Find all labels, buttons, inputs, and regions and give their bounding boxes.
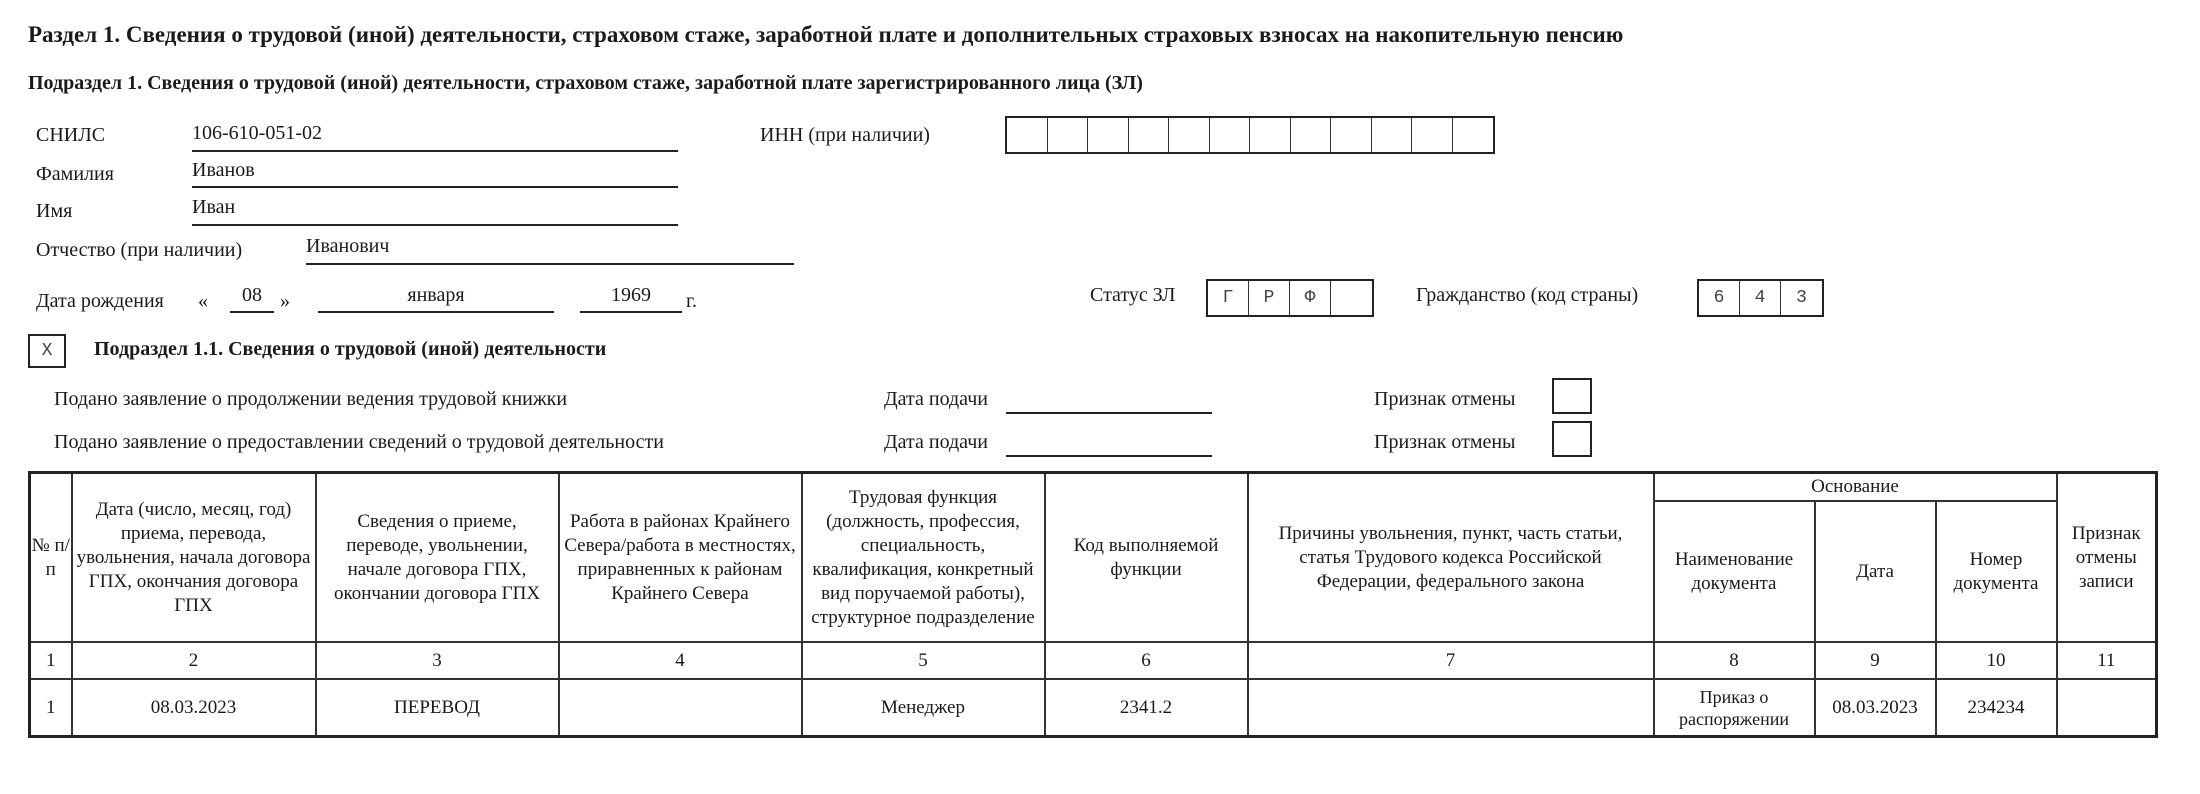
status-cell[interactable] bbox=[1331, 281, 1372, 315]
citizenship-cell[interactable]: 6 bbox=[1699, 281, 1740, 315]
header-basis-group: Основание bbox=[1654, 473, 2057, 502]
inn-cell[interactable] bbox=[1331, 118, 1372, 152]
citizenship-field[interactable] bbox=[1697, 279, 1824, 317]
snils-label: СНИЛС bbox=[36, 124, 106, 146]
cell-labor-function[interactable]: Менеджер bbox=[802, 679, 1045, 737]
table-row[interactable] bbox=[30, 679, 2157, 737]
patronymic-label: Отчество (при наличии) bbox=[36, 239, 243, 261]
header-function-code: Код выполняемой функции bbox=[1045, 473, 1248, 643]
column-number: 1 bbox=[30, 642, 72, 679]
name-label: Имя bbox=[36, 200, 73, 222]
column-number: 6 bbox=[1045, 642, 1248, 679]
column-number: 8 bbox=[1654, 642, 1815, 679]
birth-day-underline bbox=[230, 311, 274, 313]
header-dismissal-reason: Причины увольнения, пункт, часть статьи, статья Трудового кодекса Российской Федерации, федерального закона bbox=[1248, 473, 1654, 643]
inn-cell[interactable] bbox=[1291, 118, 1332, 152]
cell-function-code[interactable]: 2341.2 bbox=[1045, 679, 1248, 737]
header-event-info: Сведения о приеме, переводе, увольнении, начале договора ГПХ, окончании договора ГПХ bbox=[316, 473, 559, 643]
birth-year-suffix: г. bbox=[686, 290, 697, 312]
inn-label: ИНН (при наличии) bbox=[760, 124, 930, 146]
subsection-title: Подраздел 1. Сведения о трудовой (иной) деятельности, страховом стаже, заработной плате зарегистрированного лица (ЗЛ) bbox=[28, 72, 1143, 94]
application-info-date-label: Дата подачи bbox=[884, 431, 989, 453]
name-value[interactable]: Иван bbox=[192, 196, 236, 218]
inn-cell[interactable] bbox=[1210, 118, 1251, 152]
column-number: 5 bbox=[802, 642, 1045, 679]
inn-cell[interactable] bbox=[1453, 118, 1494, 152]
citizenship-label: Гражданство (код страны) bbox=[1416, 284, 1639, 306]
inn-cell[interactable] bbox=[1048, 118, 1089, 152]
citizenship-cell[interactable]: 4 bbox=[1740, 281, 1781, 315]
birth-month-underline bbox=[318, 311, 554, 313]
column-number-row bbox=[30, 642, 2157, 679]
column-number: 2 bbox=[72, 642, 316, 679]
birth-year-value[interactable]: 1969 bbox=[611, 284, 651, 306]
snils-underline bbox=[192, 150, 678, 152]
header-document-number: Номер документа bbox=[1936, 501, 2057, 642]
cell-date[interactable]: 08.03.2023 bbox=[72, 679, 316, 737]
name-underline bbox=[192, 224, 678, 226]
inn-field[interactable] bbox=[1005, 116, 1495, 154]
surname-underline bbox=[192, 186, 678, 188]
subsection-1-1-title: Подраздел 1.1. Сведения о трудовой (иной) деятельности bbox=[94, 338, 607, 360]
header-document-name: Наименование документа bbox=[1654, 501, 1815, 642]
status-cell[interactable]: Ф bbox=[1290, 281, 1331, 315]
patronymic-value[interactable]: Иванович bbox=[306, 235, 390, 257]
column-number: 10 bbox=[1936, 642, 2057, 679]
header-date: Дата (число, месяц, год) приема, перевода, увольнения, начала договора ГПХ, окончания договора ГПХ bbox=[72, 473, 316, 643]
citizenship-cell[interactable]: 3 bbox=[1796, 288, 1807, 308]
application-continue-label: Подано заявление о продолжении ведения трудовой книжки bbox=[54, 388, 568, 410]
birth-day-value[interactable]: 08 bbox=[242, 284, 262, 306]
header-far-north: Работа в районах Крайнего Севера/работа в местностях, приравненных к районам Крайнего Севера bbox=[559, 473, 802, 643]
cell-event-info[interactable]: ПЕРЕВОД bbox=[316, 679, 559, 737]
birth-month-value[interactable]: января bbox=[407, 284, 465, 306]
column-number: 9 bbox=[1815, 642, 1936, 679]
cell-far-north[interactable] bbox=[559, 679, 802, 737]
cell-cancel-mark[interactable] bbox=[2057, 679, 2157, 737]
status-label: Статус ЗЛ bbox=[1090, 284, 1176, 306]
inn-cell[interactable] bbox=[1007, 118, 1048, 152]
cell-document-date[interactable]: 08.03.2023 bbox=[1815, 679, 1936, 737]
application-continue-date-label: Дата подачи bbox=[884, 388, 989, 410]
surname-value[interactable]: Иванов bbox=[192, 159, 255, 181]
inn-cell[interactable] bbox=[1169, 118, 1210, 152]
birth-close-quote: » bbox=[280, 290, 290, 312]
application-continue-date-field[interactable] bbox=[1006, 388, 1212, 414]
inn-cell[interactable] bbox=[1412, 118, 1453, 152]
application-info-cancel-label: Признак отмены bbox=[1374, 431, 1516, 453]
cell-row-number[interactable]: 1 bbox=[30, 679, 72, 737]
header-labor-function: Трудовая функция (должность, профессия, специальность, квалификация, конкретный вид поручаемой работы), структурное подразделение bbox=[802, 473, 1045, 643]
birth-date-label: Дата рождения bbox=[36, 290, 164, 312]
birth-open-quote: « bbox=[198, 290, 208, 312]
application-info-cancel-checkbox[interactable] bbox=[1552, 421, 1592, 457]
header-document-date: Дата bbox=[1815, 501, 1936, 642]
cell-document-name[interactable]: Приказ о распоряжении bbox=[1654, 679, 1815, 737]
header-row-number: № п/п bbox=[30, 473, 72, 643]
status-cell[interactable]: Р bbox=[1249, 281, 1290, 315]
application-info-label: Подано заявление о предоставлении сведений о трудовой деятельности bbox=[54, 431, 664, 453]
surname-label: Фамилия bbox=[36, 163, 114, 185]
inn-cell[interactable] bbox=[1372, 118, 1413, 152]
inn-cell[interactable] bbox=[1250, 118, 1291, 152]
application-continue-cancel-checkbox[interactable] bbox=[1552, 378, 1592, 414]
inn-cell[interactable] bbox=[1129, 118, 1170, 152]
section-title: Раздел 1. Сведения о трудовой (иной) деятельности, страховом стаже, заработной плате и дополнительных страховых взносах на накопительную пенсию bbox=[28, 22, 1624, 47]
employment-records-table bbox=[28, 471, 2158, 738]
patronymic-underline bbox=[306, 263, 794, 265]
application-continue-cancel-label: Признак отмены bbox=[1374, 388, 1516, 410]
header-cancel-mark: Признак отмены записи bbox=[2057, 473, 2157, 643]
status-field[interactable] bbox=[1206, 279, 1374, 317]
column-number: 3 bbox=[316, 642, 559, 679]
snils-value[interactable]: 106-610-051-02 bbox=[192, 122, 322, 144]
column-number: 4 bbox=[559, 642, 802, 679]
cell-document-number[interactable]: 234234 bbox=[1936, 679, 2057, 737]
application-info-date-field[interactable] bbox=[1006, 431, 1212, 457]
birth-year-underline bbox=[580, 311, 682, 313]
cell-dismissal-reason[interactable] bbox=[1248, 679, 1654, 737]
column-number: 7 bbox=[1248, 642, 1654, 679]
subsection-checkbox[interactable]: Х bbox=[28, 334, 66, 368]
status-cell[interactable]: Г bbox=[1208, 281, 1249, 315]
inn-cell[interactable] bbox=[1088, 118, 1129, 152]
column-number: 11 bbox=[2057, 642, 2157, 679]
